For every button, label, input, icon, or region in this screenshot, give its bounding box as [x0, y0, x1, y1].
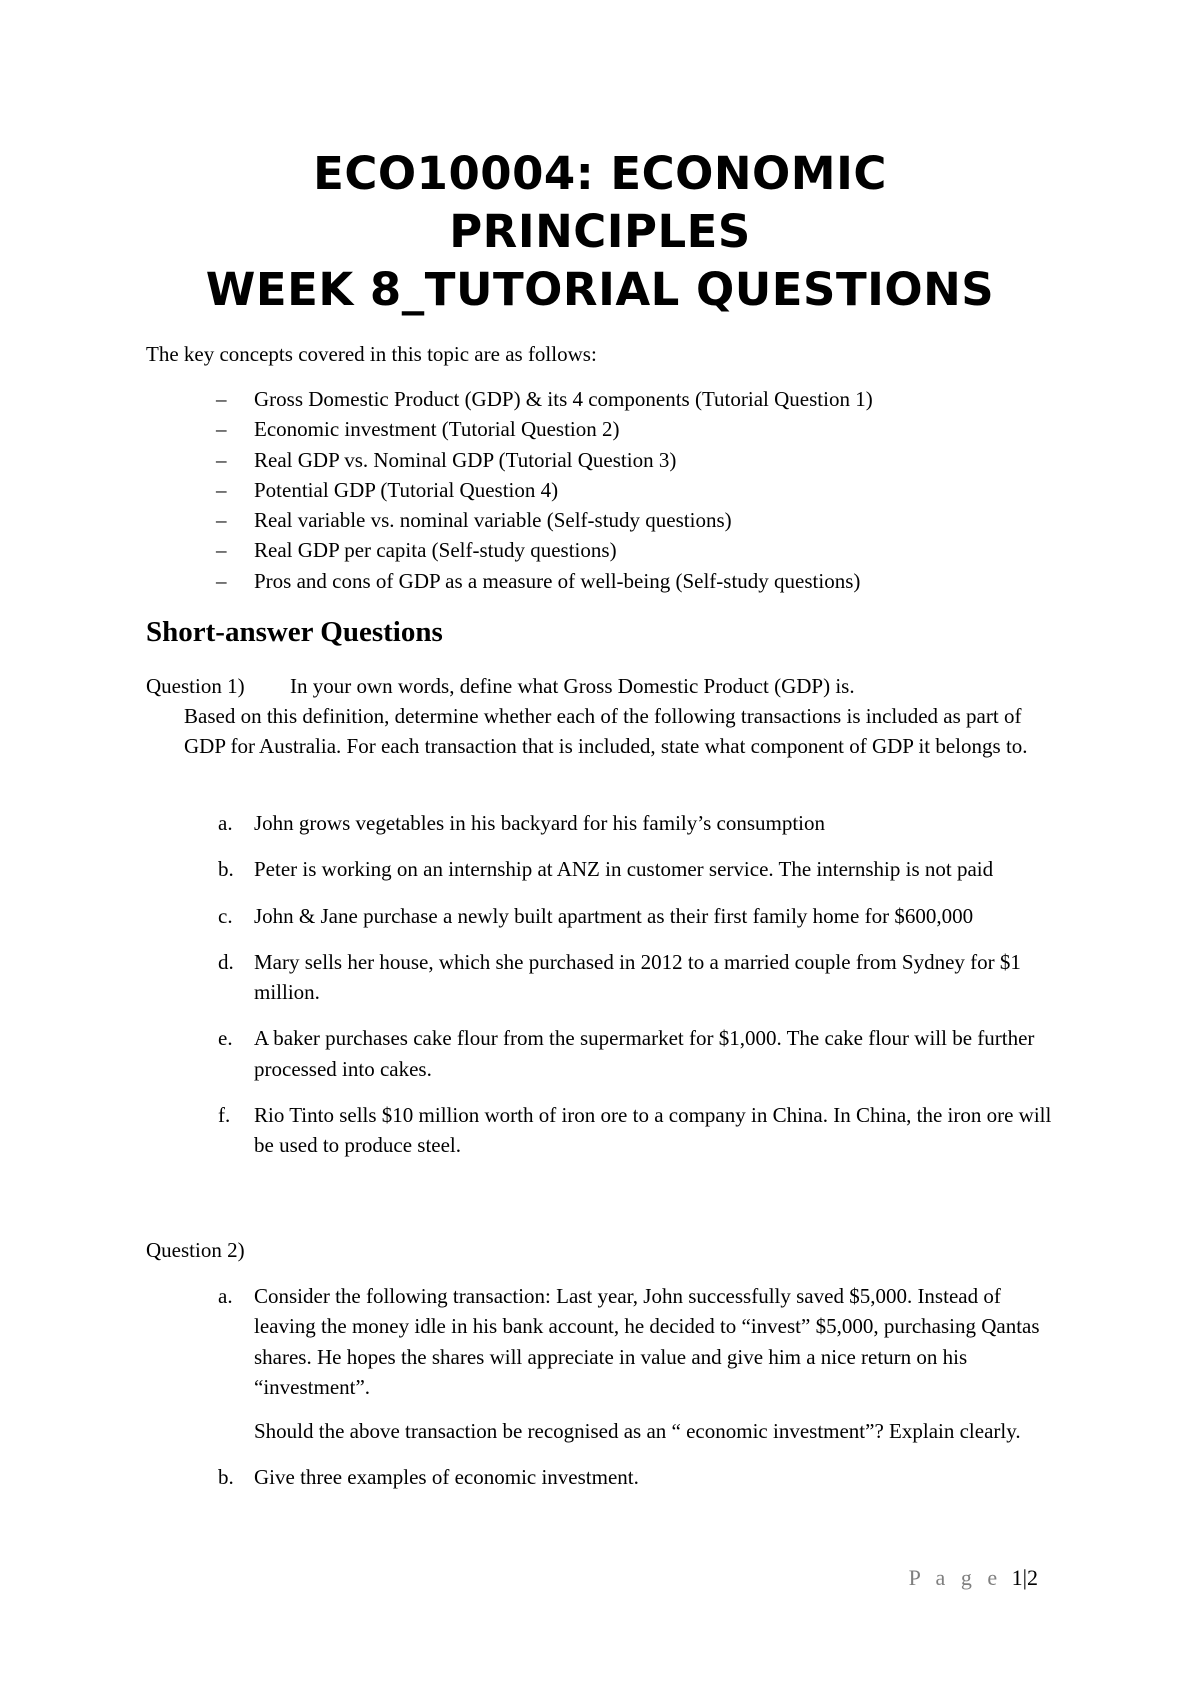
question-2	[146, 1235, 245, 1265]
concept-text: Real GDP per capita (Self-study questions)	[254, 538, 617, 563]
list-item	[146, 566, 873, 596]
page-footer	[909, 1563, 1038, 1593]
item-text: John grows vegetables in his backyard for his family’s consumption	[254, 811, 825, 835]
list-item	[146, 505, 873, 535]
page-total: 2	[1027, 1565, 1038, 1590]
question-prompt: In your own words, define what Gross Domestic Product (GDP) is.	[290, 674, 855, 698]
concept-text: Pros and cons of GDP as a measure of well-being (Self-study questions)	[254, 568, 861, 593]
intro-text: The key concepts covered in this topic are as follows:	[146, 342, 597, 366]
item-text: Mary sells her house, which she purchased in 2012 to a married couple from Sydney for $1 million.	[254, 949, 1021, 1005]
concept-text: Gross Domestic Product (GDP) & its 4 components (Tutorial Question 1)	[254, 387, 873, 411]
dash-bullet: –	[216, 417, 227, 442]
title-line: WEEK 8_TUTORIAL QUESTIONS	[205, 263, 995, 316]
item-marker: c.	[218, 903, 233, 928]
question-1	[146, 671, 855, 701]
item-marker: a.	[218, 1284, 233, 1308]
concept-text: Potential GDP (Tutorial Question 4)	[254, 477, 559, 502]
item-marker: f.	[218, 1103, 231, 1128]
page-number: 1	[1011, 1565, 1023, 1590]
title-line: ECO10004: ECONOMIC	[313, 147, 887, 200]
question-2-items	[146, 1281, 1066, 1509]
item-text: A baker purchases cake flour from the supermarket for $1,000. The cake flour will be further processed into cakes.	[254, 1026, 1035, 1081]
title-line: PRINCIPLES	[449, 205, 751, 258]
item-marker: d.	[218, 949, 234, 974]
item-text: Peter is working on an internship at ANZ in customer service. The internship is not paid	[254, 857, 994, 882]
list-item	[146, 1462, 1066, 1492]
item-text: Rio Tinto sells $10 million worth of iron ore to a company in China. In China, the iron ore will be used to produce steel.	[254, 1103, 1052, 1158]
concept-text: Real variable vs. nominal variable (Self-study questions)	[254, 508, 732, 533]
list-item	[146, 947, 1066, 1008]
list-item	[146, 414, 873, 444]
list-item	[146, 808, 1066, 838]
list-item	[146, 475, 873, 505]
dash-bullet: –	[216, 477, 227, 502]
question-1-items	[146, 808, 1066, 1177]
item-text: Give three examples of economic investment.	[254, 1465, 639, 1490]
item-marker: b.	[218, 1465, 234, 1490]
page-label: P a g e	[908, 1565, 1003, 1590]
item-marker: a.	[218, 811, 233, 835]
item-marker: b.	[218, 857, 234, 882]
dash-bullet: –	[216, 538, 227, 563]
list-item	[146, 901, 1066, 931]
list-item	[146, 1023, 1066, 1084]
concept-text: Economic investment (Tutorial Question 2)	[254, 417, 620, 442]
concept-text: Real GDP vs. Nominal GDP (Tutorial Question 3)	[254, 447, 677, 472]
item-marker: e.	[218, 1026, 233, 1051]
dash-bullet: –	[216, 387, 227, 411]
question-label: Question 1)	[146, 674, 245, 698]
item-followup-text: Should the above transaction be recognised as an “ economic investment”? Explain clearly.	[254, 1419, 1021, 1444]
document-title	[120, 145, 1080, 319]
dash-bullet: –	[216, 568, 227, 593]
item-text: John & Jane purchase a newly built apartment as their first family home for $600,000	[254, 903, 974, 928]
list-item	[146, 384, 873, 414]
list-item	[146, 1281, 1066, 1446]
dash-bullet: –	[216, 447, 227, 472]
question-label: Question 2)	[146, 1238, 245, 1262]
list-item	[146, 535, 873, 565]
page-separator: |	[1022, 1565, 1027, 1590]
key-concepts-list	[146, 384, 873, 596]
list-item	[146, 854, 1066, 884]
list-item	[146, 1100, 1066, 1161]
section-heading: Short-answer Questions	[146, 616, 443, 648]
question-1-body: Based on this definition, determine whether each of the following transactions is included as part of GDP for Australia. For each transaction that is included, state what component of GDP it belongs to.	[184, 704, 1028, 759]
list-item	[146, 445, 873, 475]
dash-bullet: –	[216, 508, 227, 533]
item-text: Consider the following transaction: Last year, John successfully saved $5,000. Instead of leaving the money idle in his bank account, he decided to “invest” $5,000, purchasing Qantas shares. He hopes the shares will appreciate in value and give him a nice return on his “investment”.	[254, 1284, 1040, 1399]
